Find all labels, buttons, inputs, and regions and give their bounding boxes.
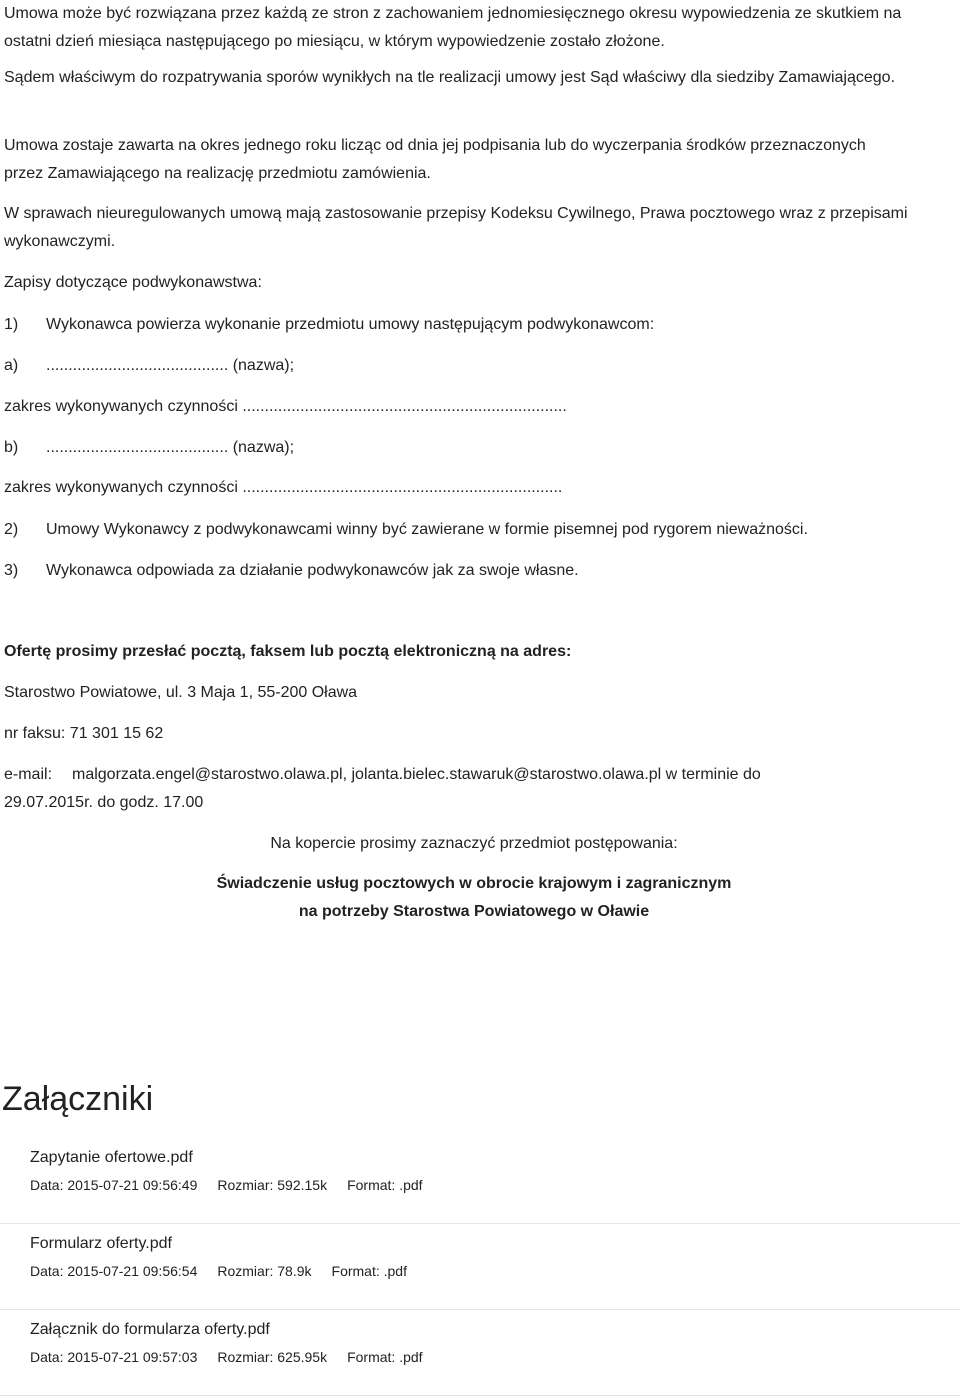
subcontractor-a: [4, 352, 294, 380]
office-address: Starostwo Powiatowe, ul. 3 Maja 1, 55-200 Oława: [4, 684, 358, 701]
item-text: Wykonawca odpowiada za działanie podwykonawców jak za swoje własne.: [46, 562, 579, 579]
envelope-note: Na kopercie prosimy zaznaczyć przedmiot postępowania:: [270, 835, 678, 852]
item-letter: b): [4, 439, 19, 456]
subcontracting-heading: Zapisy dotyczące podwykonawstwa:: [4, 274, 262, 291]
attachment-link[interactable]: Załącznik do formularza oferty.pdf: [30, 1321, 270, 1338]
attachment-format: Format: .pdf: [347, 1177, 423, 1193]
procurement-subject-line-2: na potrzeby Starostwa Powiatowego w Oławie: [298, 903, 650, 920]
email-line: [4, 761, 761, 789]
attachment-size: Rozmiar: 592.15k: [217, 1177, 328, 1193]
deadline-text: w terminie do: [661, 766, 761, 783]
attachments-heading: Załączniki: [2, 1080, 154, 1118]
attachment-date: Data: 2015-07-21 09:56:49: [30, 1177, 198, 1193]
email-label: e-mail:: [4, 766, 53, 783]
attachment-meta: [30, 1346, 443, 1368]
email-addresses-link[interactable]: malgorzata.engel@starostwo.olawa.pl, jolanta.bielec.stawaruk@starostwo.olawa.pl: [72, 766, 662, 783]
procurement-subject-line-1: Świadczenie usług pocztowych w obrocie krajowym i zagranicznym: [216, 875, 732, 892]
attachments-list: [0, 1138, 960, 1396]
attachment-link[interactable]: Zapytanie ofertowe.pdf: [30, 1149, 193, 1166]
item-text: Umowy Wykonawcy z podwykonawcami winny być zawierane w formie pisemnej pod rygorem nieważności.: [46, 521, 808, 538]
attachment-size: Rozmiar: 78.9k: [217, 1263, 312, 1279]
item-number: 1): [4, 316, 19, 333]
attachment-format: Format: .pdf: [347, 1349, 423, 1365]
scope-of-work-a: zakres wykonywanych czynności .........................................................................: [4, 398, 567, 415]
fax-number: nr faksu: 71 301 15 62: [4, 725, 164, 742]
subcontracting-item-3: [4, 557, 579, 585]
scope-of-work-b: zakres wykonywanych czynności ........................................................................: [4, 479, 563, 496]
attachment-date: Data: 2015-07-21 09:56:54: [30, 1263, 198, 1279]
item-number: 2): [4, 521, 19, 538]
item-text: Wykonawca powierza wykonanie przedmiotu umowy następującym podwykonawcom:: [46, 316, 655, 333]
attachment-date: Data: 2015-07-21 09:57:03: [30, 1349, 198, 1365]
attachment-meta: [30, 1174, 443, 1196]
attachment-item: [0, 1138, 960, 1224]
offer-submission-heading: Ofertę prosimy przesłać pocztą, faksem lub pocztą elektroniczną na adres:: [4, 643, 572, 660]
attachment-item: [0, 1310, 960, 1396]
subcontractor-b: [4, 434, 294, 462]
attachment-size: Rozmiar: 625.95k: [217, 1349, 328, 1365]
subcontracting-item-2: [4, 516, 808, 544]
subcontracting-item-1: [4, 311, 654, 339]
deadline-date: 29.07.2015r. do godz. 17.00: [4, 794, 204, 811]
item-letter: a): [4, 357, 19, 374]
attachment-link[interactable]: Formularz oferty.pdf: [30, 1235, 172, 1252]
item-number: 3): [4, 562, 19, 579]
subcontractor-name-placeholder: ......................................... (nazwa);: [46, 439, 295, 456]
termination-paragraph: Umowa może być rozwiązana przez każdą ze stron z zachowaniem jednomiesięcznego okresu wypowiedzenia ze skutkiem na ostatni dzień miesiąca następującego po miesiącu, w którym wypowiedzenie zostało złożone.: [4, 5, 902, 50]
subcontractor-name-placeholder: ......................................... (nazwa);: [46, 357, 295, 374]
applicable-law-paragraph: W sprawach nieuregulowanych umową mają zastosowanie przepisy Kodeksu Cywilnego, Prawa pocztowego wraz z przepisami wykonawczymi.: [4, 205, 908, 250]
attachment-format: Format: .pdf: [331, 1263, 407, 1279]
contract-term-paragraph: Umowa zostaje zawarta na okres jednego roku licząc od dnia jej podpisania lub do wyczerpania środków przeznaczonych przez Zamawiającego na realizację przedmiotu zamówienia.: [4, 137, 866, 182]
attachment-item: [0, 1224, 960, 1310]
jurisdiction-paragraph: Sądem właściwym do rozpatrywania sporów wynikłych na tle realizacji umowy jest Sąd właściwy dla siedziby Zamawiającego.: [4, 69, 896, 86]
attachment-meta: [30, 1260, 427, 1282]
